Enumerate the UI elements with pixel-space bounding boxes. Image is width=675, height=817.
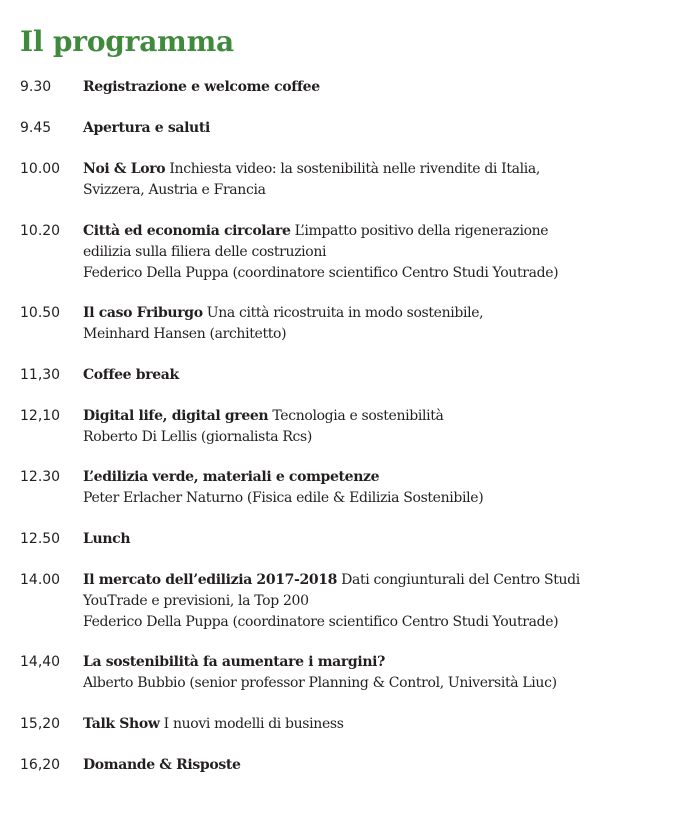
item-detail: Una città ricostruita in modo sostenibile, — [202, 305, 484, 321]
item-description — [83, 118, 663, 139]
item-description — [83, 221, 663, 284]
item-heading: Domande & Risposte — [83, 757, 241, 773]
item-heading: Apertura e saluti — [83, 120, 210, 136]
item-detail: Peter Erlacher Naturno (Fisica edile & Edilizia Sostenibile) — [83, 490, 484, 506]
item-detail: Meinhard Hansen (architetto) — [83, 326, 287, 342]
item-heading: Talk Show — [83, 716, 160, 732]
item-detail: Roberto Di Lellis (giornalista Rcs) — [83, 429, 312, 445]
item-description — [83, 365, 663, 386]
item-time: 14.00 — [20, 572, 61, 588]
item-line — [83, 427, 663, 448]
item-heading: Noi & Loro — [83, 161, 166, 177]
item-description — [83, 652, 663, 694]
item-heading: Il caso Friburgo — [83, 305, 203, 321]
item-time: 14,40 — [20, 654, 61, 670]
item-line — [83, 612, 663, 633]
item-detail: Tecnologia e sostenibilità — [268, 408, 444, 424]
item-detail: YouTrade e previsioni, la Top 200 — [83, 593, 309, 609]
item-line — [83, 118, 663, 139]
item-description — [83, 303, 663, 345]
item-detail: L’impatto positivo della rigenerazione — [290, 223, 549, 239]
item-time: 10.20 — [20, 223, 61, 239]
item-line — [83, 406, 663, 427]
item-line — [83, 570, 663, 591]
item-heading: Registrazione e welcome coffee — [83, 79, 320, 95]
item-detail: edilizia sulla filiera delle costruzioni — [83, 244, 327, 260]
item-time: 12.30 — [20, 469, 61, 485]
item-line — [83, 180, 663, 201]
item-detail: Svizzera, Austria e Francia — [83, 182, 266, 198]
item-detail: I nuovi modelli di business — [159, 716, 344, 732]
item-time: 15,20 — [20, 716, 61, 732]
item-time: 12.50 — [20, 531, 61, 547]
item-heading: Coffee break — [83, 367, 179, 383]
item-description — [83, 529, 663, 550]
item-line — [83, 755, 663, 776]
item-time: 10.50 — [20, 305, 61, 321]
item-detail: Inchiesta video: la sostenibilità nelle rivendite di Italia, — [165, 161, 540, 177]
item-line — [83, 591, 663, 612]
item-description — [83, 714, 663, 735]
item-heading: Lunch — [83, 531, 131, 547]
item-line — [83, 303, 663, 324]
item-description — [83, 570, 663, 633]
item-detail: Federico Della Puppa (coordinatore scientifico Centro Studi Youtrade) — [83, 614, 559, 630]
item-detail: Alberto Bubbio (senior professor Planning & Control, Università Liuc) — [83, 675, 557, 691]
item-time: 9.45 — [20, 120, 52, 136]
item-description — [83, 77, 663, 98]
item-time: 16,20 — [20, 757, 61, 773]
item-description — [83, 755, 663, 776]
item-time: 9.30 — [20, 79, 52, 95]
item-detail: Federico Della Puppa (coordinatore scientifico Centro Studi Youtrade) — [83, 265, 559, 281]
item-time: 12,10 — [20, 408, 61, 424]
item-line — [83, 673, 663, 694]
item-line — [83, 221, 663, 242]
item-time: 11,30 — [20, 367, 61, 383]
item-line — [83, 488, 663, 509]
item-line — [83, 159, 663, 180]
item-heading: La sostenibilità fa aumentare i margini? — [83, 654, 385, 670]
item-line — [83, 714, 663, 735]
item-heading: L’edilizia verde, materiali e competenze — [83, 469, 380, 485]
item-time: 10.00 — [20, 161, 61, 177]
item-line — [83, 529, 663, 550]
item-line — [83, 77, 663, 98]
item-description — [83, 467, 663, 509]
item-line — [83, 365, 663, 386]
item-line — [83, 467, 663, 488]
item-line — [83, 652, 663, 673]
item-description — [83, 159, 663, 201]
item-line — [83, 242, 663, 263]
page-title: Il programma — [20, 25, 234, 58]
item-line — [83, 324, 663, 345]
item-detail: Dati congiunturali del Centro Studi — [337, 572, 580, 588]
item-description — [83, 406, 663, 448]
item-heading: Città ed economia circolare — [83, 223, 291, 239]
item-line — [83, 263, 663, 284]
item-heading: Digital life, digital green — [83, 408, 269, 424]
item-heading: Il mercato dell’edilizia 2017-2018 — [83, 572, 338, 588]
